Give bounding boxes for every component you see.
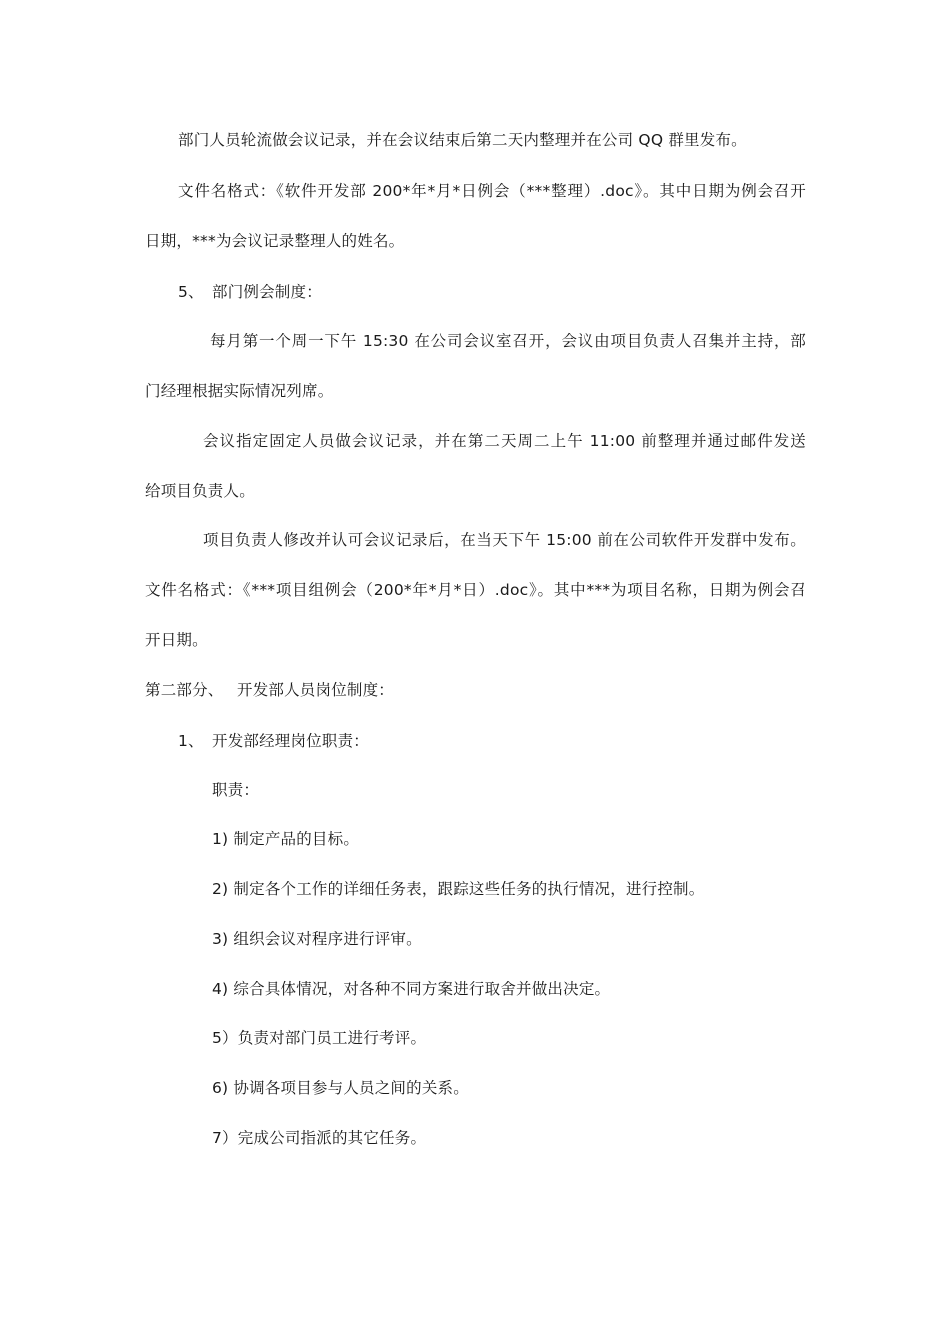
paragraph-minutes-designation-line1: 会议指定固定人员做会议记录，并在第二天周二上午 11:00 前整理并通过邮件发送 bbox=[203, 432, 806, 450]
paragraph-filename-format-line2: 日期，***为会议记录整理人的姓名。 bbox=[145, 232, 405, 250]
duty-item-6: 6) 协调各项目参与人员之间的关系。 bbox=[212, 1079, 469, 1097]
section-2-title: 开发部人员岗位制度： bbox=[237, 681, 395, 699]
section-2-number: 第二部分、 bbox=[145, 681, 224, 699]
duties-heading: 职责： bbox=[212, 781, 260, 799]
heading-department-meeting-system: 部门例会制度： bbox=[212, 283, 322, 301]
paragraph-minutes-designation-line2: 给项目负责人。 bbox=[145, 482, 255, 500]
duty-item-4: 4) 综合具体情况，对各种不同方案进行取舍并做出决定。 bbox=[212, 980, 611, 998]
list-number-5: 5、 bbox=[178, 283, 204, 301]
list-number-1: 1、 bbox=[178, 732, 204, 750]
heading-dev-manager-duties: 开发部经理岗位职责： bbox=[212, 732, 370, 750]
paragraph-meeting-minutes-rotation: 部门人员轮流做会议记录，并在会议结束后第二天内整理并在公司 QQ 群里发布。 bbox=[178, 131, 747, 149]
duty-item-2: 2) 制定各个工作的详细任务表，跟踪这些任务的执行情况，进行控制。 bbox=[212, 880, 705, 898]
paragraph-monthly-meeting-line2: 门经理根据实际情况列席。 bbox=[145, 382, 334, 400]
paragraph-monthly-meeting-line1: 每月第一个周一下午 15:30 在公司会议室召开，会议由项目负责人召集并主持，部 bbox=[210, 332, 806, 350]
paragraph-filename-format-line1: 文件名格式：《软件开发部 200*年*月*日例会（***整理）.doc》。其中日期为例会召开 bbox=[178, 182, 806, 200]
paragraph-project-lead-review-line2: 文件名格式：《***项目组例会（200*年*月*日）.doc》。其中***为项目名称，日期为例会召 bbox=[145, 581, 806, 599]
paragraph-project-lead-review-line3: 开日期。 bbox=[145, 631, 208, 649]
duty-item-3: 3) 组织会议对程序进行评审。 bbox=[212, 930, 422, 948]
paragraph-project-lead-review-line1: 项目负责人修改并认可会议记录后，在当天下午 15:00 前在公司软件开发群中发布。 bbox=[203, 531, 806, 549]
duty-item-5: 5）负责对部门员工进行考评。 bbox=[212, 1029, 427, 1047]
duty-item-7: 7）完成公司指派的其它任务。 bbox=[212, 1129, 427, 1147]
duty-item-1: 1) 制定产品的目标。 bbox=[212, 830, 360, 848]
